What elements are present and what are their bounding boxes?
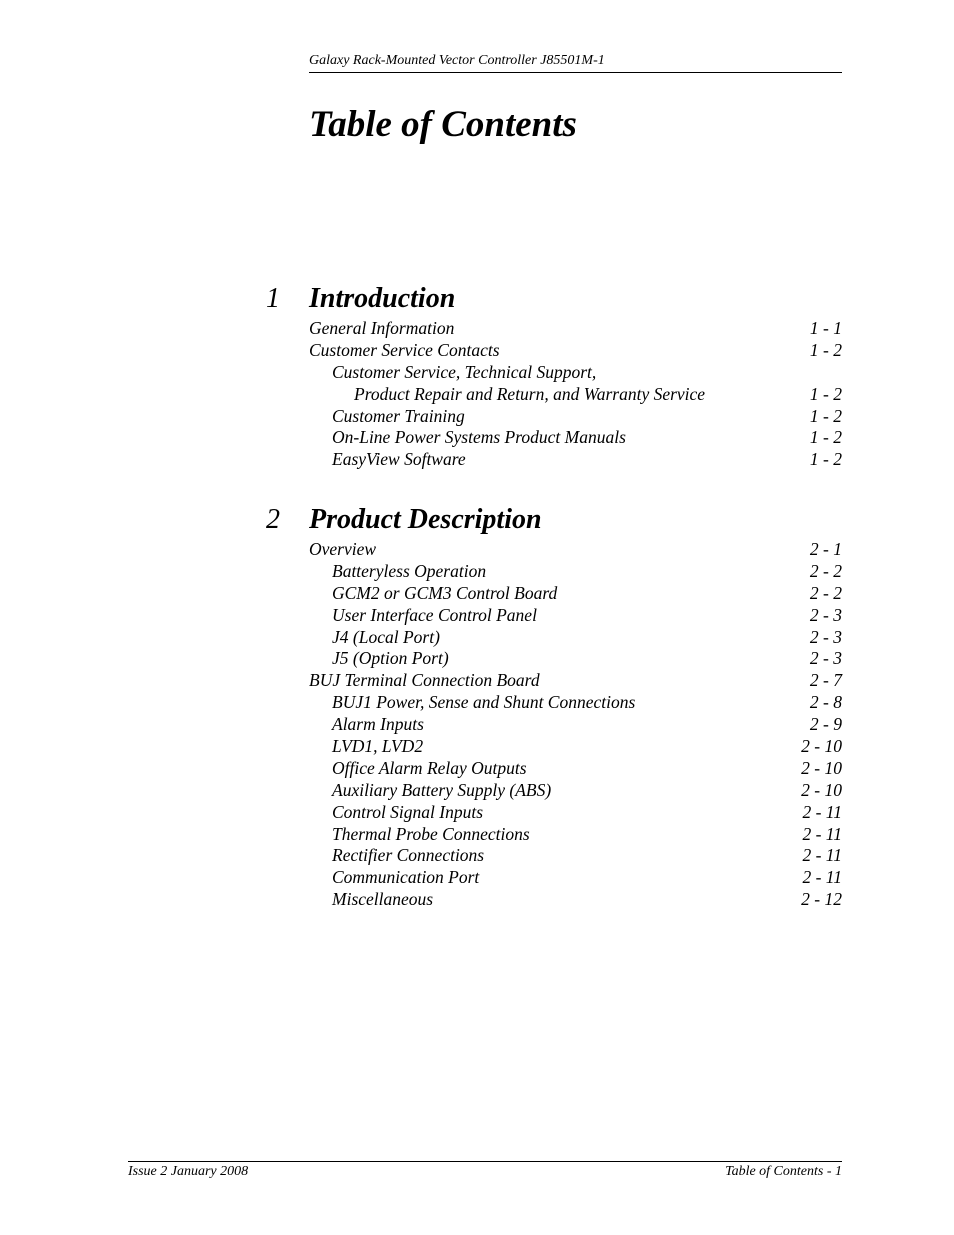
toc-entry[interactable] (309, 889, 842, 911)
toc-entry-label: Overview (309, 539, 377, 559)
toc-entry[interactable] (309, 670, 842, 692)
toc-entry-label: Customer Service Contacts (309, 339, 500, 360)
running-header: Galaxy Rack-Mounted Vector Controller J85501M-1 (309, 53, 605, 68)
toc-entry-page: 2 - 11 (802, 801, 842, 822)
toc-entry[interactable] (309, 449, 842, 471)
toc-entry-page: 2 - 11 (802, 823, 842, 844)
toc-entry-label: GCM2 or GCM3 Control Board (332, 582, 558, 603)
footer-page-label: Table of Contents - 1 (725, 1164, 842, 1179)
toc-entry[interactable] (309, 736, 842, 758)
chapter-1-heading (266, 282, 842, 316)
toc-entry-label: User Interface Control Panel (332, 604, 537, 625)
toc-entry[interactable] (309, 605, 842, 627)
toc-entry-page: 2 - 3 (809, 626, 842, 647)
toc-entry[interactable] (309, 427, 842, 449)
toc-entry-page: 2 - 9 (809, 714, 842, 735)
toc-entry-page: 2 - 3 (809, 648, 842, 669)
toc-entry-label: Communication Port (332, 867, 480, 888)
toc-entry-label: Alarm Inputs (332, 714, 424, 735)
header-rule (309, 72, 842, 73)
chapter-2-entries (309, 539, 842, 911)
toc-entry-page: 2 - 10 (801, 736, 842, 757)
footer-rule (128, 1161, 842, 1162)
toc-entry[interactable] (309, 406, 842, 428)
chapter-title: Introduction (309, 283, 456, 314)
toc-entry[interactable] (309, 780, 842, 802)
chapter-2-heading (266, 503, 842, 537)
toc-entry-page: 1 - 2 (809, 405, 842, 426)
toc-entry[interactable] (309, 539, 842, 561)
toc-entry[interactable] (309, 583, 842, 605)
chapter-number: 2 (266, 504, 280, 535)
toc-entry[interactable] (309, 340, 842, 362)
toc-entry-label: Office Alarm Relay Outputs (332, 757, 527, 778)
toc-entry-label: Product Repair and Return, and Warranty Service (354, 383, 706, 404)
toc-entry[interactable] (309, 627, 842, 649)
toc-entry[interactable] (309, 758, 842, 780)
toc-entry[interactable] (309, 867, 842, 889)
chapter-1-entries (309, 318, 842, 471)
toc-entry[interactable] (309, 714, 842, 736)
toc-entry-page: 2 - 11 (802, 845, 842, 866)
toc-entry-page: 2 - 8 (809, 692, 842, 713)
toc-entry-page: 1 - 2 (809, 427, 842, 448)
toc-entry-page: 2 - 2 (809, 560, 842, 581)
toc-entry-label: BUJ1 Power, Sense and Shunt Connections (332, 692, 636, 713)
toc-entry[interactable] (309, 318, 842, 340)
toc-entry-label: J4 (Local Port) (332, 626, 440, 647)
toc-entry[interactable] (309, 561, 842, 583)
toc-entry-page: 2 - 2 (809, 582, 842, 603)
page-title: Table of Contents (309, 104, 577, 145)
toc-entry-page: 2 - 7 (809, 670, 842, 691)
toc-entry-page: 2 - 10 (801, 779, 842, 800)
toc-entry-label: On-Line Power Systems Product Manuals (332, 427, 626, 448)
toc-entry-label: Batteryless Operation (332, 560, 487, 581)
toc-entry-page: 1 - 1 (809, 318, 842, 338)
toc-entry-label: Rectifier Connections (332, 845, 485, 866)
toc-entry-page: 2 - 10 (801, 757, 842, 778)
toc-entry[interactable] (309, 802, 842, 824)
toc-entry[interactable] (309, 362, 842, 384)
toc-entry-label: Customer Training (332, 405, 465, 426)
toc-entry-page: 2 - 3 (809, 604, 842, 625)
toc-entry-label: LVD1, LVD2 (332, 736, 424, 757)
toc-entry[interactable] (309, 648, 842, 670)
chapter-number: 1 (266, 283, 280, 314)
toc-entry-label: Thermal Probe Connections (332, 823, 530, 844)
toc-entry[interactable] (309, 824, 842, 846)
toc-entry-page: 2 - 11 (802, 867, 842, 888)
toc-entry-label: J5 (Option Port) (332, 648, 449, 669)
toc-entry-page: 2 - 1 (809, 539, 842, 559)
toc-entry-page: 1 - 2 (809, 449, 842, 470)
toc-entry-label: BUJ Terminal Connection Board (309, 670, 540, 691)
toc-entry-page: 1 - 2 (809, 339, 842, 360)
toc-entry-label: EasyView Software (332, 449, 466, 470)
toc-entry[interactable] (309, 845, 842, 867)
toc-entry-label: Auxiliary Battery Supply (ABS) (332, 779, 552, 800)
toc-entry[interactable] (309, 384, 842, 406)
toc-entry-label: General Information (309, 318, 455, 338)
toc-entry-page: 2 - 12 (801, 889, 842, 910)
toc-entry-label: Customer Service, Technical Support, (332, 361, 597, 382)
chapter-title: Product Description (309, 504, 542, 535)
toc-entry-label: Control Signal Inputs (332, 801, 484, 822)
toc-entry-page: 1 - 2 (809, 383, 842, 404)
toc-entry[interactable] (309, 692, 842, 714)
toc-entry-label: Miscellaneous (332, 889, 434, 910)
footer-issue-date: Issue 2 January 2008 (128, 1164, 249, 1179)
